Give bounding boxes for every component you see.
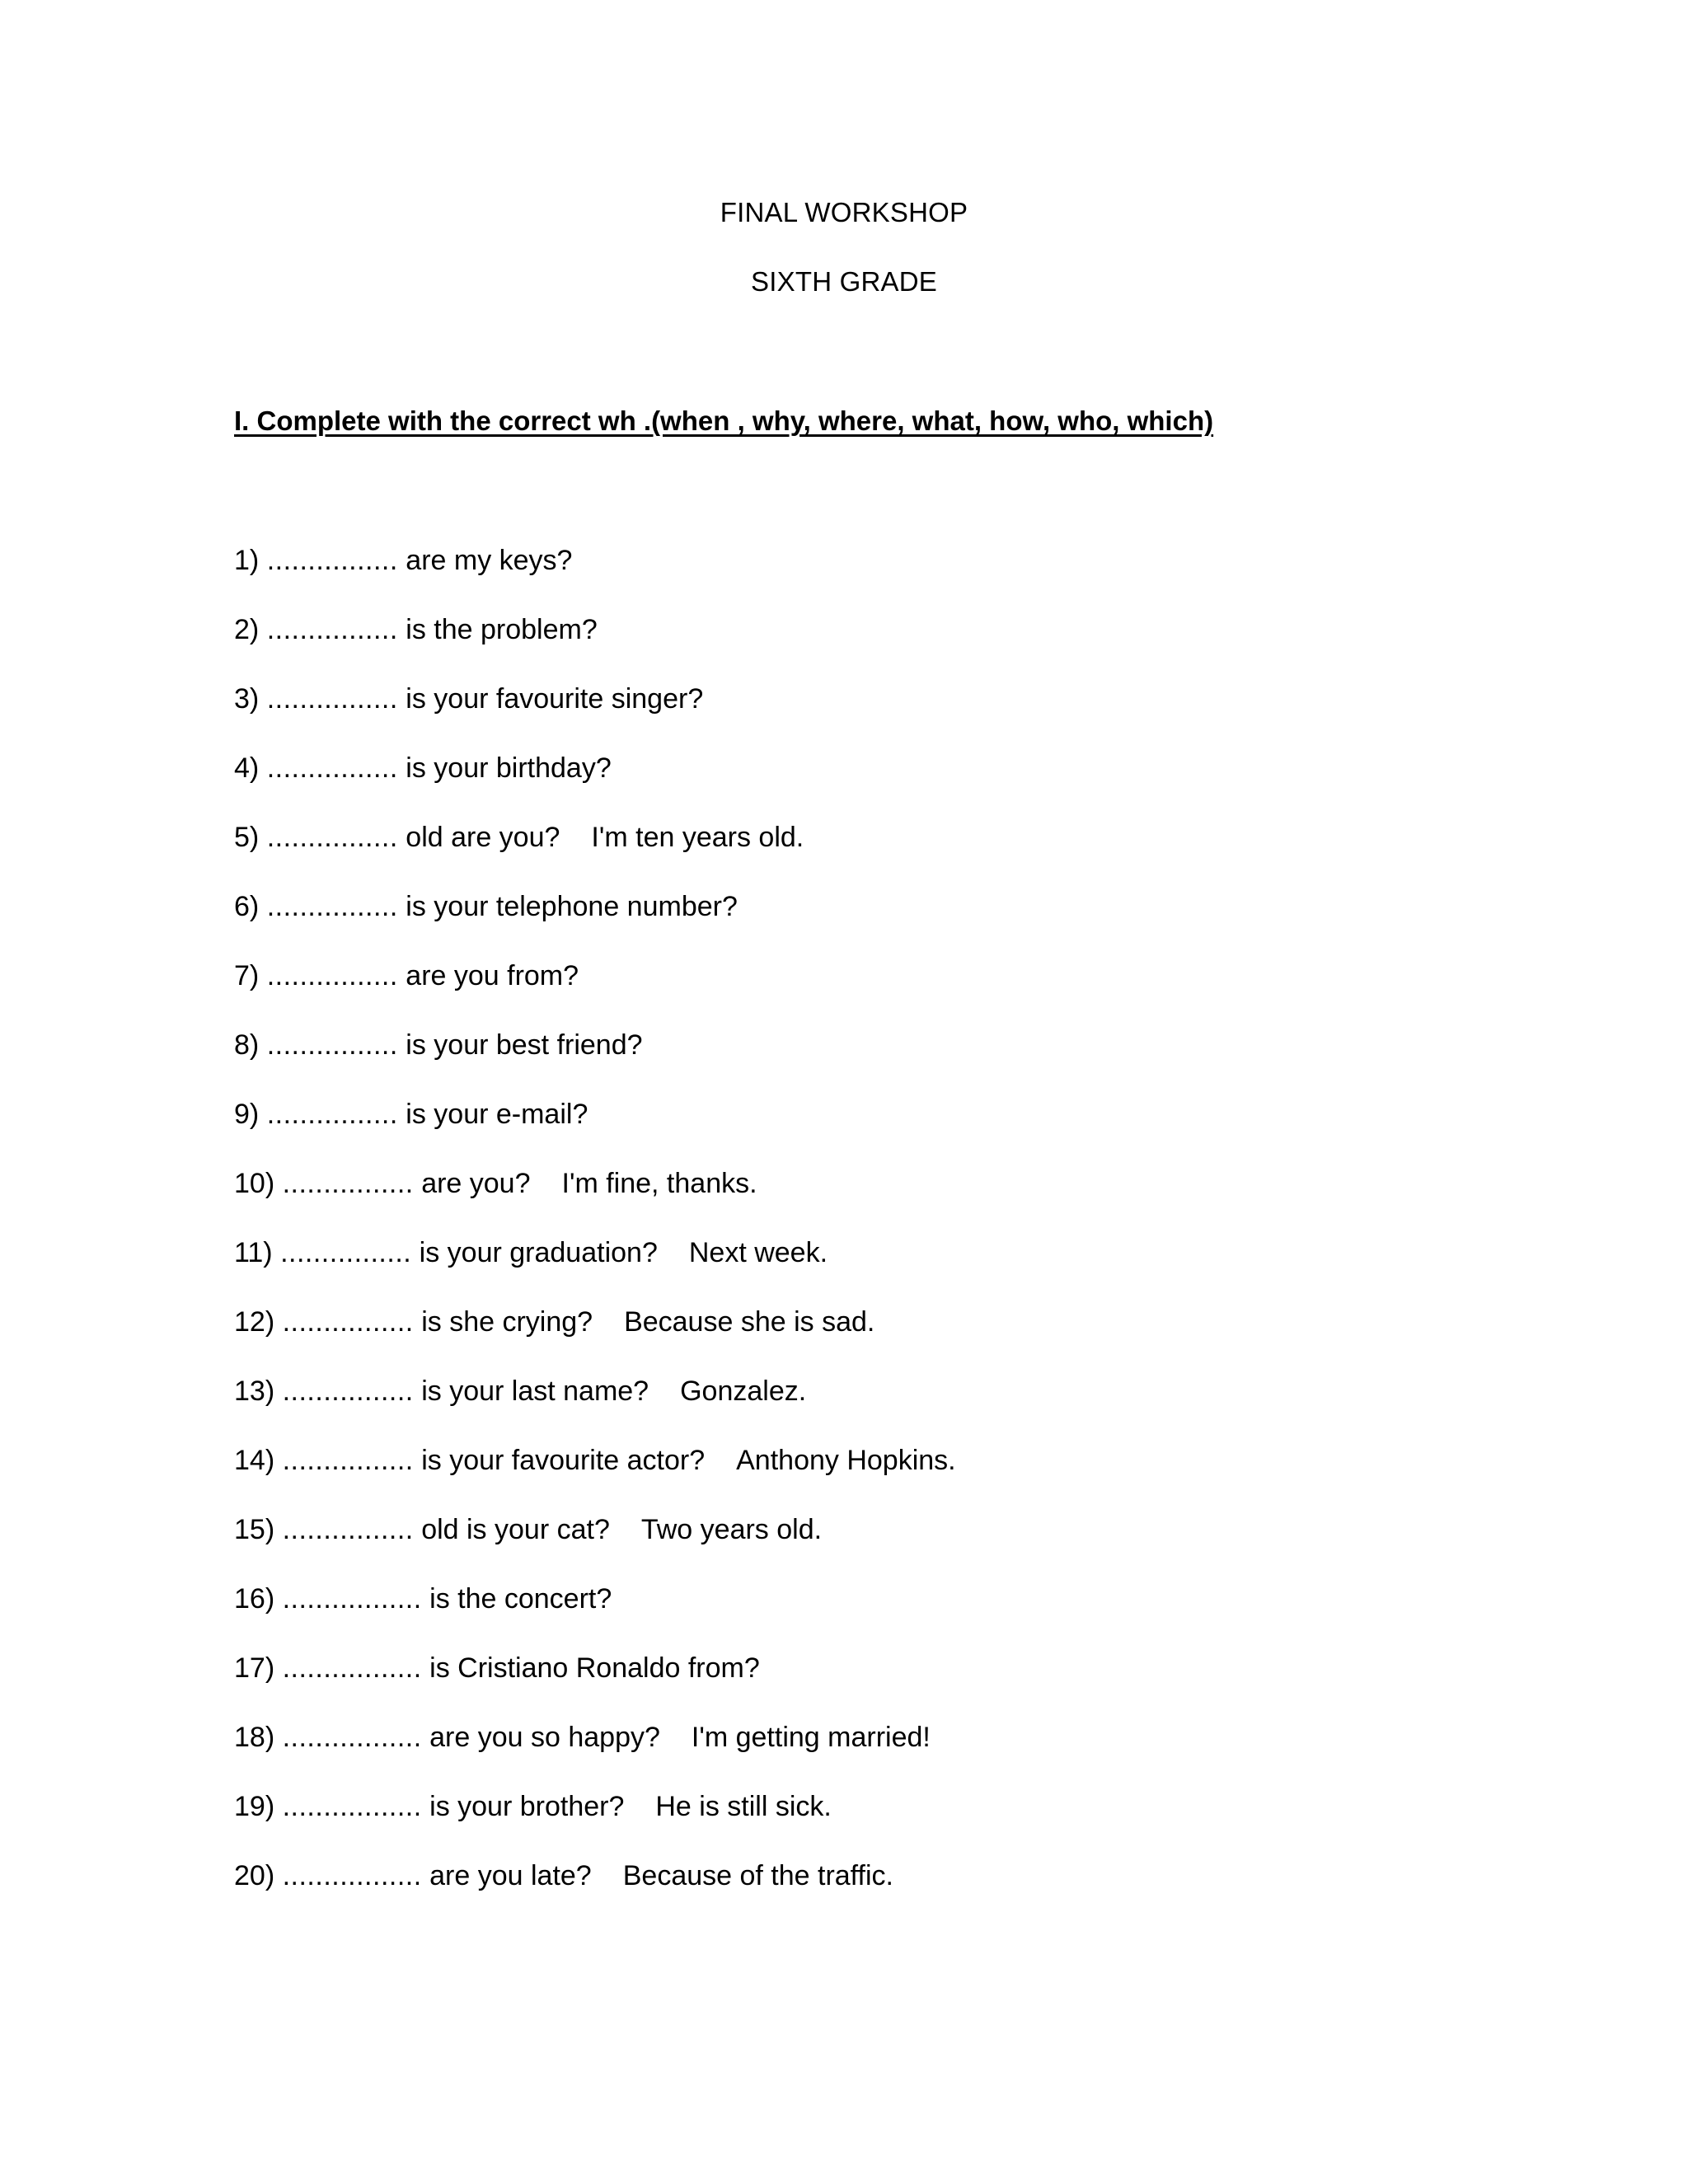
question-number: 17) <box>234 1652 275 1684</box>
answer-blank: ................ <box>266 1029 398 1061</box>
question-item <box>234 1581 643 1617</box>
section-heading: I. Complete with the correct wh .(when , why, where, what, how, who, which) <box>234 405 1214 436</box>
question-item <box>234 958 610 994</box>
answer-blank: ................ <box>266 822 398 853</box>
document-title: FINAL WORKSHOP <box>720 197 968 227</box>
question-number: 14) <box>234 1445 275 1476</box>
question-number: 20) <box>234 1860 275 1891</box>
question-item <box>234 1096 619 1132</box>
question-answer: He is still sick. <box>655 1791 832 1822</box>
question-number: 2) <box>234 614 260 645</box>
question-number: 7) <box>234 960 260 991</box>
question-item <box>234 750 643 786</box>
question-answer: Next week. <box>688 1237 828 1268</box>
question-text: is your favourite actor? <box>421 1445 706 1476</box>
question-number: 10) <box>234 1168 275 1199</box>
question-item <box>234 681 734 717</box>
question-text: is the concert? <box>429 1583 612 1615</box>
question-item <box>234 1788 832 1825</box>
answer-blank: ................. <box>282 1791 422 1822</box>
question-item <box>234 1719 931 1755</box>
question-number: 11) <box>234 1237 273 1268</box>
question-number: 15) <box>234 1514 275 1545</box>
question-item <box>234 819 804 855</box>
question-item <box>234 1442 956 1479</box>
answer-blank: ................ <box>280 1237 412 1268</box>
question-number: 6) <box>234 891 260 922</box>
answer-blank: ................ <box>282 1168 414 1199</box>
question-item <box>234 542 603 579</box>
question-number: 4) <box>234 752 260 784</box>
answer-blank: ................ <box>282 1445 414 1476</box>
question-text: is Cristiano Ronaldo from? <box>429 1652 760 1684</box>
question-number: 13) <box>234 1376 275 1407</box>
answer-blank: ................ <box>266 614 398 645</box>
question-number: 16) <box>234 1583 275 1615</box>
question-text: is your favourite singer? <box>406 683 704 715</box>
question-item <box>234 1373 806 1409</box>
question-text: is your e-mail? <box>406 1099 588 1130</box>
answer-blank: ................ <box>266 683 398 715</box>
question-number: 12) <box>234 1306 275 1338</box>
question-answer: I'm getting married! <box>691 1722 931 1753</box>
answer-blank: ................ <box>282 1376 414 1407</box>
question-item <box>234 1858 893 1894</box>
answer-blank: ................ <box>266 960 398 991</box>
answer-blank: ................ <box>282 1306 414 1338</box>
question-text: are you late? <box>429 1860 592 1891</box>
question-answer: I'm ten years old. <box>591 822 804 853</box>
question-item <box>234 888 769 925</box>
question-item <box>234 1165 757 1202</box>
question-answer: Because of the traffic. <box>622 1860 893 1891</box>
question-text: is your brother? <box>429 1791 625 1822</box>
question-text: old are you? <box>406 822 560 853</box>
question-item <box>234 1650 791 1686</box>
question-item <box>234 612 629 648</box>
question-item <box>234 1027 674 1063</box>
question-text: are you from? <box>406 960 579 991</box>
question-answer: Because she is sad. <box>624 1306 875 1338</box>
question-text: are you so happy? <box>429 1722 660 1753</box>
question-text: are you? <box>421 1168 531 1199</box>
question-item <box>234 1511 822 1548</box>
question-text: is your telephone number? <box>406 891 738 922</box>
answer-blank: ................. <box>282 1652 422 1684</box>
question-text: is your birthday? <box>406 752 612 784</box>
question-text: is the problem? <box>406 614 598 645</box>
question-number: 8) <box>234 1029 260 1061</box>
answer-blank: ................ <box>266 545 398 576</box>
question-item <box>234 1235 828 1271</box>
answer-blank: ................. <box>282 1583 422 1615</box>
question-number: 19) <box>234 1791 275 1822</box>
question-text: is your last name? <box>421 1376 649 1407</box>
question-text: old is your cat? <box>421 1514 610 1545</box>
answer-blank: ................. <box>282 1722 422 1753</box>
question-answer: Gonzalez. <box>680 1376 807 1407</box>
question-answer: I'm fine, thanks. <box>561 1168 757 1199</box>
answer-blank: ................. <box>282 1860 422 1891</box>
question-text: is your best friend? <box>406 1029 643 1061</box>
answer-blank: ................ <box>266 891 398 922</box>
question-number: 5) <box>234 822 260 853</box>
question-item <box>234 1304 874 1340</box>
question-text: is your graduation? <box>419 1237 658 1268</box>
answer-blank: ................ <box>266 1099 398 1130</box>
question-text: are my keys? <box>406 545 573 576</box>
question-answer: Anthony Hopkins. <box>736 1445 956 1476</box>
question-text: is she crying? <box>421 1306 593 1338</box>
answer-blank: ................ <box>266 752 398 784</box>
question-number: 9) <box>234 1099 260 1130</box>
question-number: 3) <box>234 683 260 715</box>
document-subtitle: SIXTH GRADE <box>751 266 937 297</box>
question-answer: Two years old. <box>640 1514 823 1545</box>
question-number: 18) <box>234 1722 275 1753</box>
question-number: 1) <box>234 545 260 576</box>
answer-blank: ................ <box>282 1514 414 1545</box>
